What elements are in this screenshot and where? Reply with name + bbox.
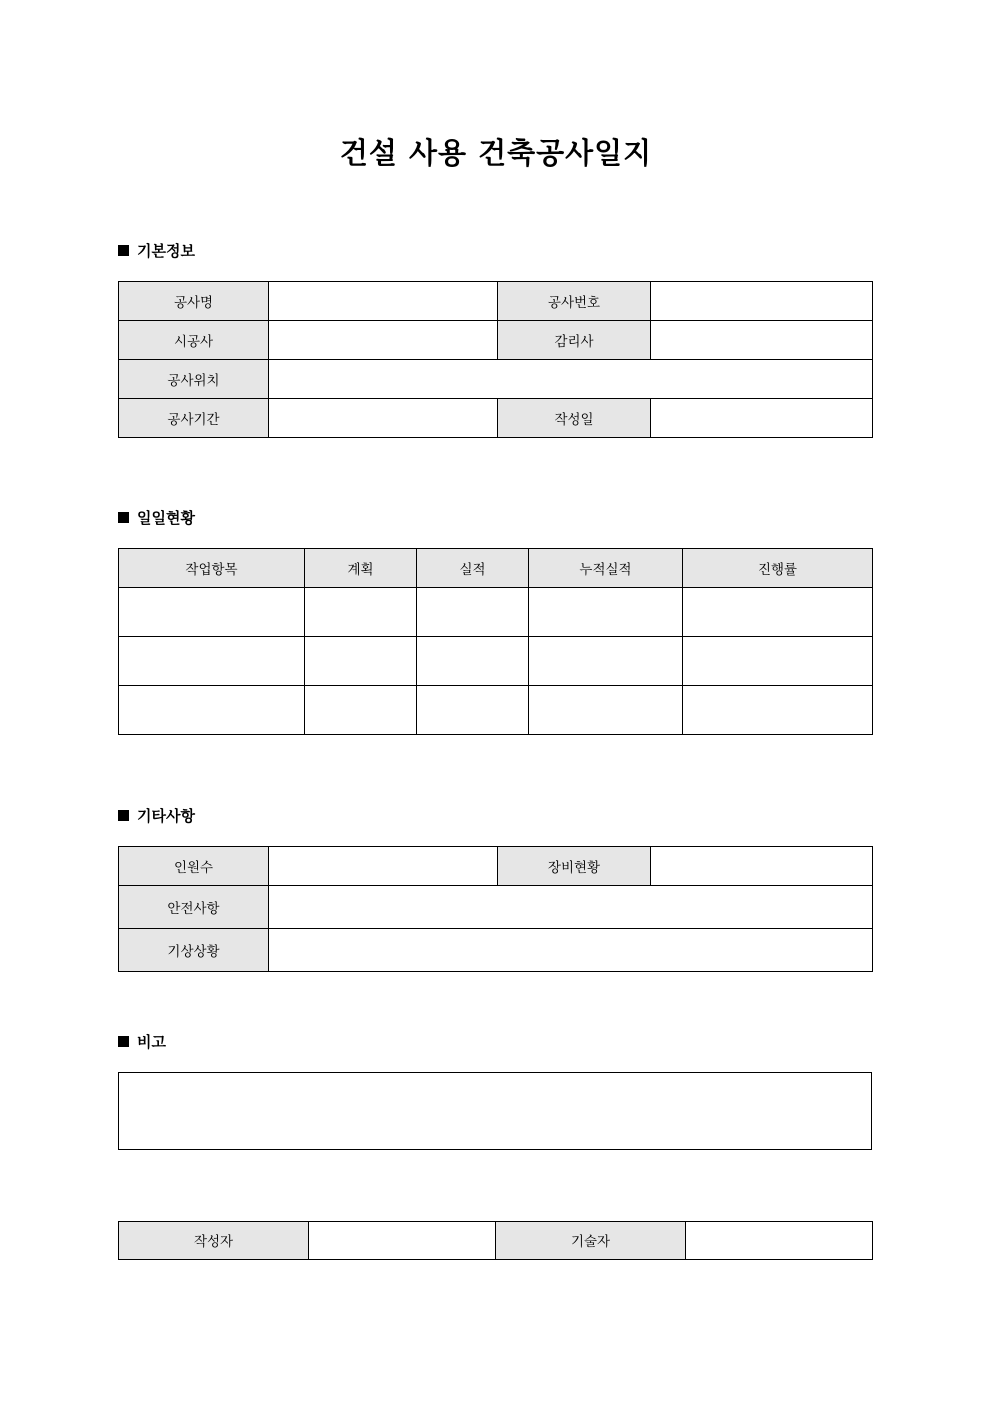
cell-actual[interactable] (417, 636, 529, 685)
square-bullet-icon (118, 810, 129, 821)
cell-work-item[interactable] (119, 587, 305, 636)
table-row (119, 320, 873, 359)
cell-cumulative[interactable] (529, 685, 683, 734)
cell-progress-rate[interactable] (683, 636, 873, 685)
field-value-project-name[interactable] (269, 281, 498, 320)
spacer (0, 438, 992, 509)
section-heading-other-matters (0, 807, 992, 825)
field-value-engineer[interactable] (686, 1221, 873, 1259)
signature-table-wrap (0, 1221, 992, 1260)
table-row (119, 885, 873, 928)
field-value-created-date[interactable] (651, 398, 873, 437)
cell-actual[interactable] (417, 587, 529, 636)
spacer (0, 171, 992, 242)
column-header-work-item: 작업항목 (119, 548, 305, 587)
other-matters-table-wrap (0, 846, 992, 972)
spacer (0, 1051, 992, 1072)
section-heading-remarks-label: 비고 (137, 1032, 166, 1051)
field-value-personnel-count[interactable] (269, 846, 498, 885)
cell-progress-rate[interactable] (683, 685, 873, 734)
cell-work-item[interactable] (119, 685, 305, 734)
daily-status-table-wrap (0, 548, 992, 735)
field-label-project-number: 공사번호 (498, 281, 651, 320)
square-bullet-icon (118, 1036, 129, 1047)
cell-plan[interactable] (305, 636, 417, 685)
table-row (119, 928, 873, 971)
square-bullet-icon (118, 245, 129, 256)
field-label-project-period: 공사기간 (119, 398, 269, 437)
table-row (119, 685, 873, 734)
signature-table (118, 1221, 873, 1260)
basic-info-table-wrap (0, 281, 992, 438)
cell-work-item[interactable] (119, 636, 305, 685)
spacer (0, 1150, 992, 1221)
cell-actual[interactable] (417, 685, 529, 734)
cell-cumulative[interactable] (529, 636, 683, 685)
field-label-supervisor: 감리사 (498, 320, 651, 359)
spacer (0, 527, 992, 548)
field-value-weather-condition[interactable] (269, 928, 873, 971)
table-row (119, 636, 873, 685)
cell-plan[interactable] (305, 587, 417, 636)
field-label-weather-condition: 기상상황 (119, 928, 269, 971)
square-bullet-icon (118, 512, 129, 523)
table-row (119, 281, 873, 320)
field-value-project-location[interactable] (269, 359, 873, 398)
field-label-created-date: 작성일 (498, 398, 651, 437)
page-title: 건설 사용 건축공사일지 (339, 136, 653, 170)
field-value-equipment-status[interactable] (651, 846, 873, 885)
remarks-textarea[interactable] (118, 1072, 872, 1150)
spacer (0, 972, 992, 1033)
field-value-supervisor[interactable] (651, 320, 873, 359)
field-label-engineer: 기술자 (496, 1221, 686, 1259)
section-heading-remarks (0, 1033, 992, 1051)
column-header-progress-rate: 진행률 (683, 548, 873, 587)
table-row (119, 1221, 873, 1259)
field-label-project-name: 공사명 (119, 281, 269, 320)
daily-status-table (118, 548, 873, 735)
field-label-project-location: 공사위치 (119, 359, 269, 398)
table-row (119, 587, 873, 636)
field-value-safety-notes[interactable] (269, 885, 873, 928)
section-heading-basic-info-label: 기본정보 (137, 241, 195, 260)
table-header-row (119, 548, 873, 587)
field-label-author: 작성자 (119, 1221, 309, 1259)
spacer (0, 260, 992, 281)
field-value-project-number[interactable] (651, 281, 873, 320)
cell-cumulative[interactable] (529, 587, 683, 636)
section-heading-basic-info (0, 242, 992, 260)
section-heading-daily-status (0, 509, 992, 527)
field-label-safety-notes: 안전사항 (119, 885, 269, 928)
cell-progress-rate[interactable] (683, 587, 873, 636)
field-value-author[interactable] (309, 1221, 496, 1259)
cell-plan[interactable] (305, 685, 417, 734)
table-row (119, 359, 873, 398)
column-header-cumulative: 누적실적 (529, 548, 683, 587)
other-matters-table (118, 846, 873, 972)
table-row (119, 846, 873, 885)
spacer (0, 825, 992, 846)
section-heading-other-matters-label: 기타사항 (137, 806, 195, 825)
field-value-contractor[interactable] (269, 320, 498, 359)
spacer (0, 735, 992, 807)
field-label-equipment-status: 장비현황 (498, 846, 651, 885)
field-value-project-period[interactable] (269, 398, 498, 437)
column-header-plan: 계획 (305, 548, 417, 587)
field-label-contractor: 시공사 (119, 320, 269, 359)
basic-info-table (118, 281, 873, 438)
field-label-personnel-count: 인원수 (119, 846, 269, 885)
column-header-actual: 실적 (417, 548, 529, 587)
table-row (119, 398, 873, 437)
section-heading-daily-status-label: 일일현황 (137, 508, 195, 527)
